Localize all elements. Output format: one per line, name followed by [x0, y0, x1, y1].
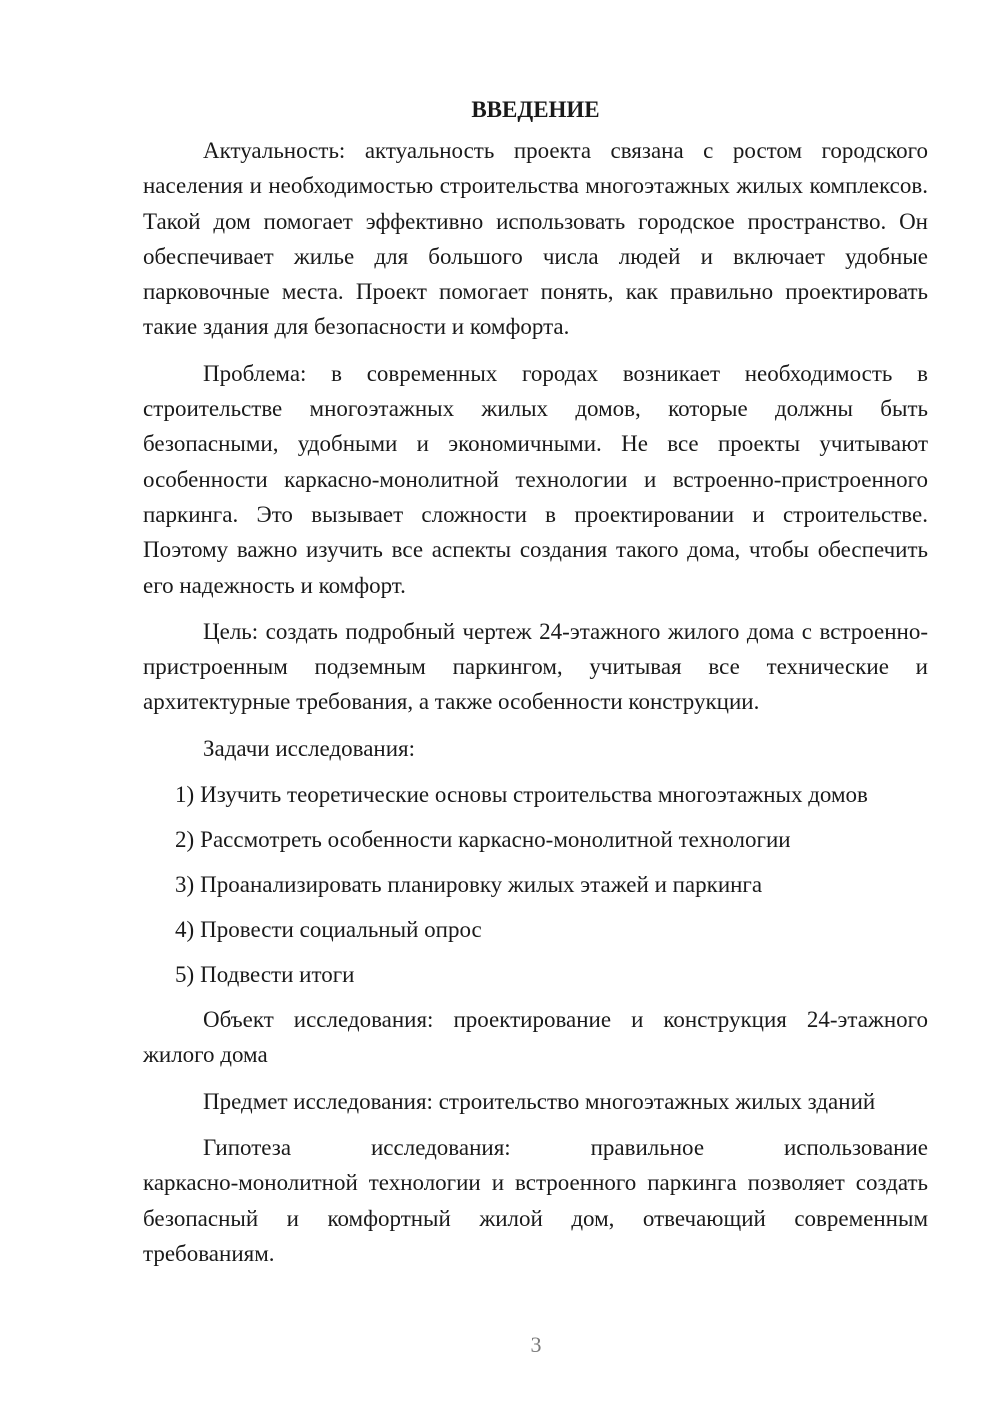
- task-number: 2): [175, 827, 195, 853]
- task-text: Проанализировать планировку жилых этажей и паркинга: [200, 872, 763, 898]
- task-text: Подвести итоги: [200, 962, 355, 988]
- task-text: Провести социальный опрос: [200, 917, 482, 943]
- task-item: [143, 957, 928, 992]
- problem-paragraph: Проблема: в современных городах возникает необходимость в строительстве многоэтажных жилых домов, которые должны быть безопасными, удобными и экономичными. Не все проекты учитывают особенности каркасно-монолитной технологии и встроенно-пристроенного паркинга. Это вызывает сложности в проектировании и строительстве. Поэтому важно изучить все аспекты создания такого дома, чтобы обеспечить его надежность и комфорт.: [143, 360, 928, 598]
- relevance-paragraph: Актуальность: актуальность проекта связана с ростом городского населения и необходимостью строительства многоэтажных жилых комплексов. Такой дом помогает эффективно использовать городское пространство. Он обеспечивает жилье для большого числа людей и включает удобные парковочные места. Проект помогает понять, как правильно проектировать такие здания для безопасности и комфорта.: [143, 138, 928, 340]
- page-number: 3: [530, 1332, 542, 1357]
- task-item: [143, 912, 928, 947]
- hypothesis-paragraph-lead: Гипотеза исследования: правильное использование: [203, 1134, 928, 1160]
- page-title: ВВЕДЕНИЕ: [471, 97, 600, 122]
- goal-paragraph: Цель: создать подробный чертеж 24-этажного жилого дома с встроенно-пристроенным подземным паркингом, учитывая все технические и архитектурные требования, а также особенности конструкции.: [143, 618, 928, 715]
- task-number: 3): [175, 872, 195, 898]
- task-text: Рассмотреть особенности каркасно-монолитной технологии: [200, 827, 791, 853]
- task-number: 4): [175, 917, 195, 943]
- task-item: [143, 777, 928, 812]
- subject-paragraph: Предмет исследования: строительство многоэтажных жилых зданий: [203, 1088, 876, 1114]
- page-content: [143, 92, 928, 1282]
- task-item: [143, 867, 928, 902]
- tasks-list: [143, 777, 928, 992]
- hypothesis-paragraph-rest: каркасно-монолитной технологии и встроенного паркинга позволяет создать безопасный и комфортный жилой дом, отвечающий современным требованиям.: [143, 1170, 928, 1266]
- tasks-heading: Задачи исследования:: [203, 735, 416, 761]
- task-number: 1): [175, 782, 195, 808]
- task-number: 5): [175, 962, 195, 988]
- task-text: Изучить теоретические основы строительства многоэтажных домов: [200, 782, 868, 808]
- object-paragraph: Объект исследования: проектирование и конструкция 24-этажного жилого дома: [143, 1007, 928, 1068]
- task-item: [143, 822, 928, 857]
